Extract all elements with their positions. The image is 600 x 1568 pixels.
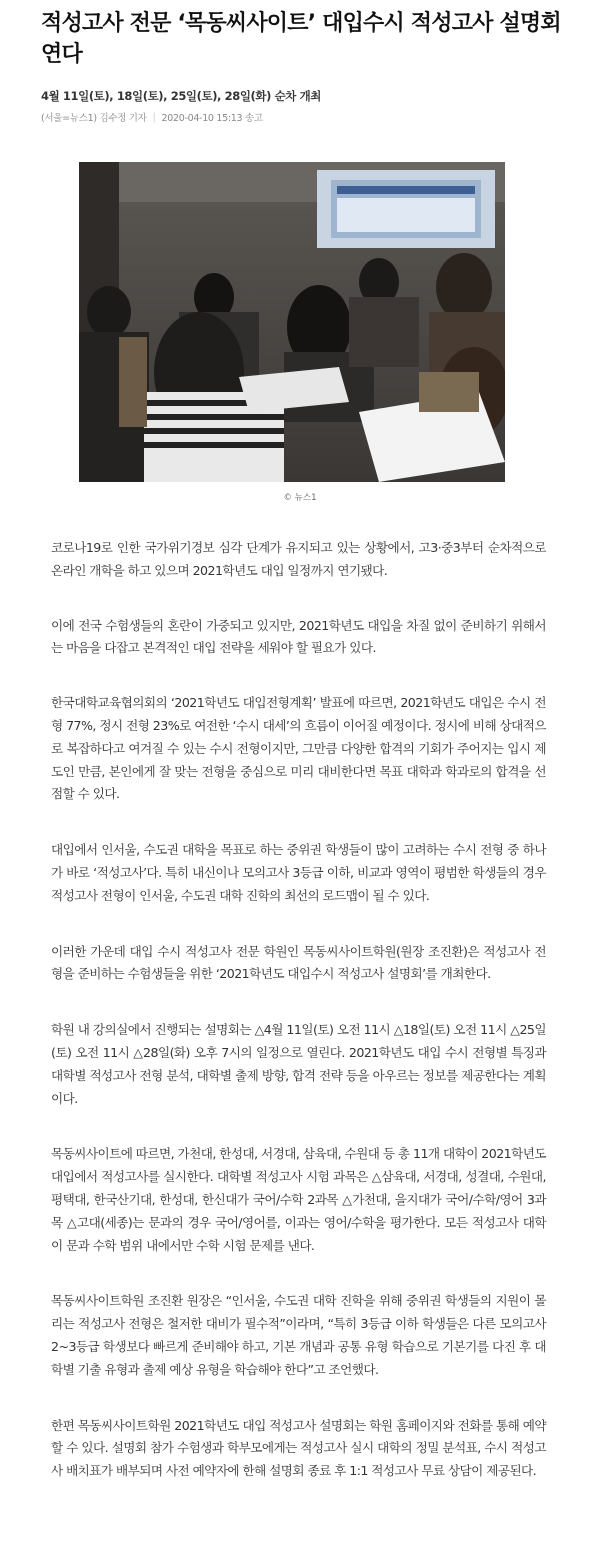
paragraph: 이에 전국 수험생들의 혼란이 가중되고 있지만, 2021학년도 대입을 차질 없이 준비하기 위해서는 마음을 다잡고 본격적인 대입 전략을 세워야 할 필요가 있다. [51,617,546,656]
article-body [51,537,546,1483]
article-subhead: 4월 11일(토), 18일(토), 25일(토), 28일(화) 순차 개최 [41,89,322,103]
paragraph: 한편 목동씨사이트학원 2021학년도 대입 적성고사 설명회는 학원 홈페이지와 전화를 통해 예약할 수 있다. 설명회 참가 수험생과 학부모에게는 적성고사 실시 대학의 정밀 분석표, 수시 적성고사 배치표가 배부되며 사전 예약자에 한해 설명회 종료 후 1:1 적성고사 무료 상담이 제공된다. [51,1417,546,1479]
paragraph: 코로나19로 인한 국가위기경보 심각 단계가 유지되고 있는 상황에서, 고3·중3부터 순차적으로 온라인 개학을 하고 있으며 2021학년도 대입 일정까지 연기됐다. [51,540,546,578]
paragraph: 한국대학교육협의회의 ‘2021학년도 대입전형계획’ 발표에 따르면, 2021학년도 대입은 수시 전형 77%, 정시 전형 23%로 여전한 ‘수시 대세’의 흐름이 이어질 예정이다. 정시에 비해 상대적으로 복잡하다고 여겨질 수 있는 수시 전형이지만, 그만큼 다양한 합격의 기회가 주어지는 입시 제도인 만큼, 본인에게 잘 맞는 전형을 중심으로 미리 대비한다면 목표 대학과 학과로의 합격을 선점할 수 있다. [51,695,546,802]
paragraph: 대입에서 인서울, 수도권 대학을 목표로 하는 중위권 학생들이 많이 고려하는 수시 전형 중 하나가 바로 ‘적성고사’다. 특히 내신이나 모의고사 3등급 이하, 비교과 영역이 평범한 학생들의 경우 적성고사 전형이 인서울, 수도권 대학 진학의 최선의 로드맵이 될 수 있다. [51,842,546,903]
paragraph: 목동씨사이트학원 조진환 원장은 “인서울, 수도권 대학 진학을 위해 중위권 학생들의 지원이 몰리는 적성고사 전형은 철저한 대비가 필수적”이라며, “특히 3등급 이하 학생들은 다른 모의고사 2~3등급 학생보다 빠르게 준비해야 하고, 기본 개념과 공통 유형 학습으로 기본기를 다진 후 대학별 기출 유형과 출제 예상 유형을 학습해야 한다”고 조언했다. [51,1293,546,1377]
byline: (서울=뉴스1) 김수정 기자 [41,113,147,124]
page-title: 적성고사 전문 ‘목동씨사이트’ 대입수시 적성고사 설명회 연다 [41,11,561,67]
meta-divider: | [152,111,156,123]
paragraph: 목동씨사이트에 따르면, 가천대, 한성대, 서경대, 삼육대, 수원대 등 총 11개 대학이 2021학년도 대입에서 적성고사를 실시한다. 대학별 적성고사 시험 과목은 △삼육대, 서경대, 성결대, 수원대, 평택대, 한국산기대, 한성대, 한신대가 국어/수학 2과목 △가천대, 을지대가 국어/수학/영어 3과목 △고대(세종)는 문과의 경우 국어/영어를, 이과는 영어/수학을 평가한다. 모든 적성고사 대학이 문과 수학 범위 내에서만 수학 시험 문제를 낸다. [51,1146,546,1253]
paragraph: 학원 내 강의실에서 진행되는 설명회는 △4월 11일(토) 오전 11시 △18일(토) 오전 11시 △25일(토) 오전 11시 △28일(화) 오후 7시의 일정으로 열린다. 2021학년도 대입 수시 전형별 특징과 대학별 적성고사 전형 분석, 대학별 출제 방향, 합격 전략 등을 아우르는 정보를 제공한다는 계획이다. [51,1022,546,1106]
paragraph: 이러한 가운데 대입 수시 적성고사 전문 학원인 목동씨사이트학원(원장 조진환)은 적성고사 전형을 준비하는 수험생들을 위한 ‘2021학년도 대입수시 적성고사 설명회’를 개최한다. [51,943,546,982]
classroom-photo [79,162,505,482]
photo-caption: © 뉴스1 [283,493,317,503]
timestamp: 2020-04-10 15:13 송고 [161,113,263,124]
article-meta [41,110,263,124]
article-photo [79,162,505,482]
